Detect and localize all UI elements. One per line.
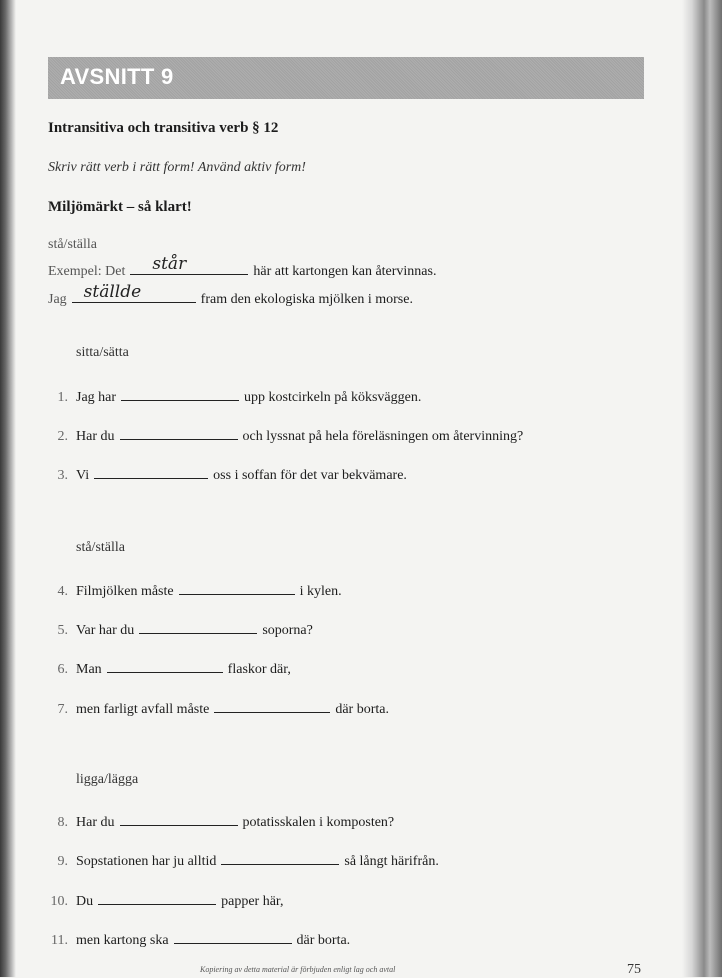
verb-pair-label: stå/ställa bbox=[76, 540, 125, 555]
item-text-after: upp kostcirkeln på köksväggen. bbox=[244, 390, 422, 405]
example-line-1 bbox=[48, 254, 437, 280]
item-number: 8. bbox=[57, 815, 68, 830]
item-number: 3. bbox=[57, 468, 68, 483]
story-title: Miljömärkt – så klart! bbox=[48, 199, 192, 215]
item-text-after: oss i soffan för det var bekvämare. bbox=[213, 468, 407, 483]
item-number: 2. bbox=[57, 429, 68, 444]
item-number: 9. bbox=[57, 854, 68, 869]
item-text-after: i kylen. bbox=[299, 584, 342, 599]
binding-shadow-left bbox=[0, 0, 16, 977]
item-number: 6. bbox=[57, 662, 68, 677]
binding-shadow-right bbox=[682, 0, 722, 977]
item-number: 4. bbox=[57, 584, 68, 599]
item-number: 1. bbox=[57, 390, 68, 405]
copyright-note: Kopiering av detta material är förbjuden enligt lag och avtal bbox=[200, 965, 396, 974]
verb-pair-label: sitta/sätta bbox=[76, 345, 129, 360]
item-number: 11. bbox=[51, 933, 68, 948]
section-banner bbox=[48, 57, 644, 99]
item-text-after: där borta. bbox=[335, 702, 389, 717]
banner-title: AVSNITT 9 bbox=[60, 64, 174, 89]
instruction-text: Skriv rätt verb i rätt form! Använd aktiv form! bbox=[48, 160, 306, 175]
example-blank-1 bbox=[130, 254, 248, 275]
exercise-item bbox=[42, 424, 523, 445]
item-text-before: Har du bbox=[76, 815, 115, 830]
answer-blank[interactable] bbox=[174, 928, 292, 944]
example-blank-2 bbox=[72, 282, 196, 303]
exercise-item bbox=[42, 579, 342, 600]
item-text-before: Jag har bbox=[76, 390, 117, 405]
answer-blank[interactable] bbox=[120, 810, 238, 826]
answer-blank[interactable] bbox=[120, 424, 238, 440]
exercise-item bbox=[42, 657, 291, 678]
exercise-item bbox=[42, 463, 407, 484]
item-text-before: men farligt avfall måste bbox=[76, 702, 210, 717]
item-text-before: Var har du bbox=[76, 623, 135, 638]
answer-blank[interactable] bbox=[98, 889, 216, 905]
answer-blank[interactable] bbox=[121, 385, 239, 401]
exercise-item bbox=[42, 810, 394, 831]
exercise-item bbox=[42, 385, 421, 406]
answer-blank[interactable] bbox=[107, 657, 223, 673]
exercise-item bbox=[42, 928, 350, 949]
item-text-before: Har du bbox=[76, 429, 115, 444]
item-text-after: så långt härifrån. bbox=[344, 854, 439, 869]
item-text-after: där borta. bbox=[296, 933, 351, 948]
example-line-1-suffix: här att kartongen kan återvinnas. bbox=[253, 264, 437, 279]
answer-blank[interactable] bbox=[94, 463, 208, 479]
exercise-item bbox=[42, 849, 439, 870]
example-answer-2: ställde bbox=[83, 282, 142, 302]
item-text-before: Sopstationen har ju alltid bbox=[76, 854, 217, 869]
item-number: 7. bbox=[57, 702, 68, 717]
example-answer-1: står bbox=[152, 254, 187, 274]
example-line-2-suffix: fram den ekologiska mjölken i morse. bbox=[200, 292, 413, 307]
verb-pair-label: ligga/lägga bbox=[76, 772, 139, 787]
answer-blank[interactable] bbox=[179, 579, 295, 595]
item-text-after: papper här, bbox=[221, 894, 284, 909]
answer-blank[interactable] bbox=[221, 849, 339, 865]
item-text-after: och lyssnat på hela föreläsningen om återvinning? bbox=[242, 429, 524, 444]
item-text-after: potatisskalen i komposten? bbox=[242, 815, 395, 830]
item-number: 10. bbox=[50, 894, 68, 909]
section-heading: Intransitiva och transitiva verb § 12 bbox=[48, 120, 279, 136]
exercise-item bbox=[42, 618, 313, 639]
example-verb-pair: stå/ställa bbox=[48, 237, 97, 252]
item-text-before: Man bbox=[76, 662, 102, 677]
item-number: 5. bbox=[57, 623, 68, 638]
exercise-item bbox=[42, 697, 389, 718]
item-text-after: soporna? bbox=[262, 623, 313, 638]
item-text-before: Filmjölken måste bbox=[76, 584, 174, 599]
item-text-before: men kartong ska bbox=[76, 933, 169, 948]
exercise-item bbox=[42, 889, 284, 910]
answer-blank[interactable] bbox=[139, 618, 257, 634]
page-number: 75 bbox=[627, 962, 641, 977]
answer-blank[interactable] bbox=[214, 697, 330, 713]
example-line-2 bbox=[48, 282, 413, 308]
item-text-after: flaskor där, bbox=[227, 662, 291, 677]
example-line-1-prefix: Exempel: Det bbox=[48, 264, 126, 279]
item-text-before: Vi bbox=[76, 468, 90, 483]
example-line-2-prefix: Jag bbox=[48, 292, 67, 307]
item-text-before: Du bbox=[76, 894, 94, 909]
